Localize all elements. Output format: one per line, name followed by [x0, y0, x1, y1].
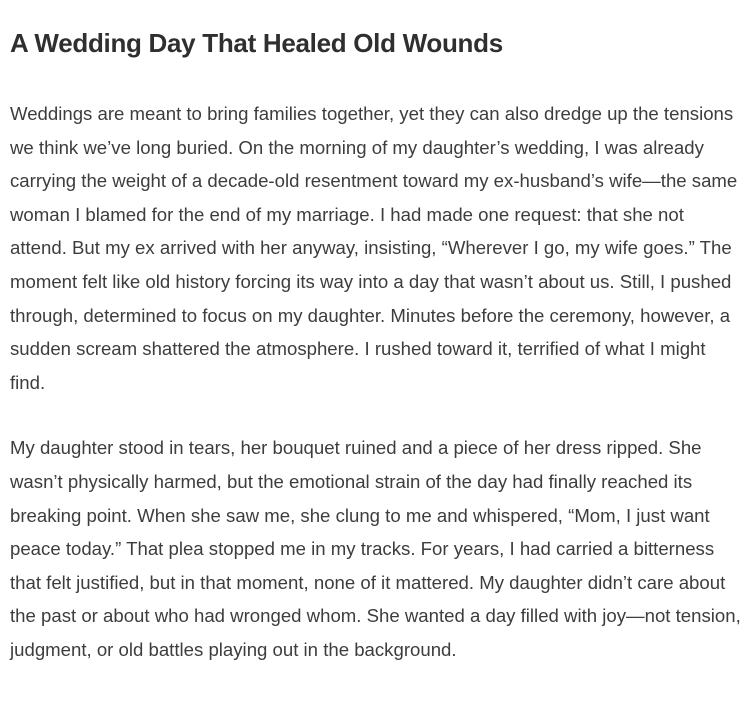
article-title: A Wedding Day That Healed Old Wounds [10, 28, 503, 58]
article-paragraph-1: Weddings are meant to bring families together, yet they can also dredge up the tensions we think we’ve long buried. On the morning of my daughter’s wedding, I was already carrying the weight of a decade-old resentment toward my ex-husband’s wife—the same woman I blamed for the end of my marriage. I had made one request: that she not attend. But my ex arrived with her anyway, insisting, “Wherever I go, my wife goes.” The moment felt like old history forcing its way into a day that wasn’t about us. Still, I pushed through, determined to focus on my daughter. Minutes before the ceremony, however, a sudden scream shattered the atmosphere. I rushed toward it, terrified of what I might find. [10, 103, 738, 393]
article-paragraph-2: My daughter stood in tears, her bouquet ruined and a piece of her dress ripped. She wasn’t physically harmed, but the emotional strain of the day had finally reached its breaking point. When she saw me, she clung to me and whispered, “Mom, I just want peace today.” That plea stopped me in my tracks. For years, I had carried a bitterness that felt justified, but in that moment, none of it mattered. My daughter didn’t care about the past or about who had wronged whom. She wanted a day filled with joy—not tension, judgment, or old battles playing out in the background. [10, 437, 741, 660]
